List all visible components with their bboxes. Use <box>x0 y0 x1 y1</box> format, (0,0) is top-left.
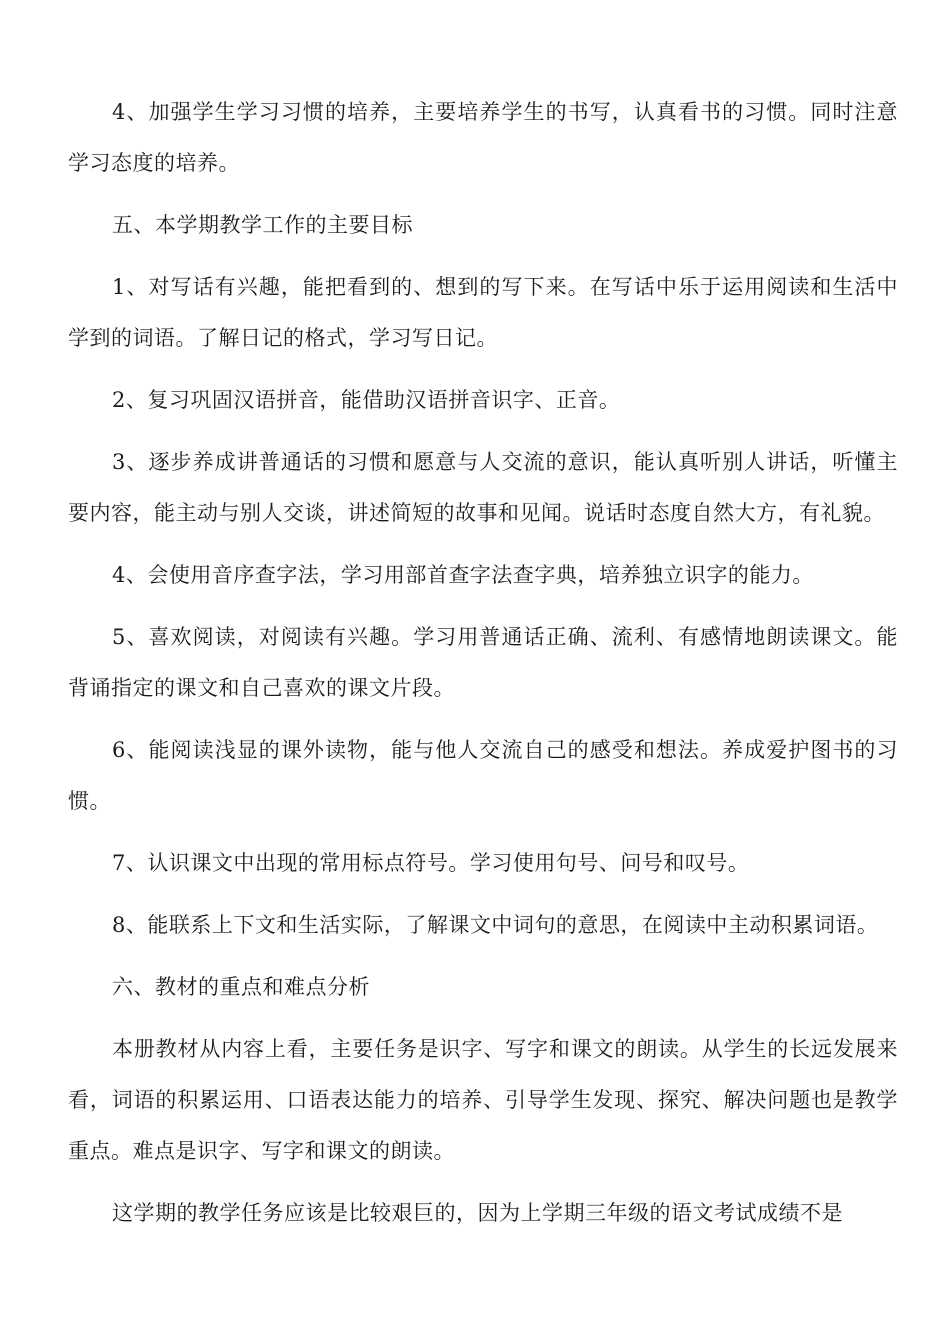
paragraph-goal-7: 7、认识课文中出现的常用标点符号。学习使用句号、问号和叹号。 <box>112 851 750 875</box>
paragraph-goal-6: 6、能阅读浅显的课外读物，能与他人交流自己的感受和想法。养成爱护图书的习惯。 <box>68 738 898 813</box>
heading-section-6: 六、教材的重点和难点分析 <box>112 975 370 999</box>
paragraph-key-points: 本册教材从内容上看，主要任务是识字、写字和课文的朗读。从学生的长远发展来看，词语的积累运用、口语表达能力的培养、引导学生发现、探究、解决问题也是教学重点。难点是识字、写字和课文的朗读。 <box>68 1037 898 1163</box>
paragraph-goal-8: 8、能联系上下文和生活实际，了解课文中词句的意思，在阅读中主动积累词语。 <box>112 913 879 937</box>
paragraph-habits: 4、加强学生学习习惯的培养，主要培养学生的书写，认真看书的习惯。同时注意学习态度的培养。 <box>68 100 898 175</box>
paragraph-goal-2: 2、复习巩固汉语拼音，能借助汉语拼音识字、正音。 <box>112 388 621 412</box>
heading-section-5: 五、本学期教学工作的主要目标 <box>112 213 413 237</box>
paragraph-goal-5: 5、喜欢阅读，对阅读有兴趣。学习用普通话正确、流利、有感情地朗读课文。能背诵指定的课文和自己喜欢的课文片段。 <box>68 625 898 700</box>
paragraph-goal-4: 4、会使用音序查字法，学习用部首查字法查字典，培养独立识字的能力。 <box>112 563 814 587</box>
paragraph-semester-task: 这学期的教学任务应该是比较艰巨的，因为上学期三年级的语文考试成绩不是 <box>112 1201 843 1225</box>
paragraph-goal-1: 1、对写话有兴趣，能把看到的、想到的写下来。在写话中乐于运用阅读和生活中学到的词语。了解日记的格式，学习写日记。 <box>68 275 898 350</box>
document-page <box>68 87 898 1250</box>
paragraph-goal-3: 3、逐步养成讲普通话的习惯和愿意与人交流的意识，能认真听别人讲话，听懂主要内容，能主动与别人交谈，讲述简短的故事和见闻。说话时态度自然大方，有礼貌。 <box>68 450 898 525</box>
